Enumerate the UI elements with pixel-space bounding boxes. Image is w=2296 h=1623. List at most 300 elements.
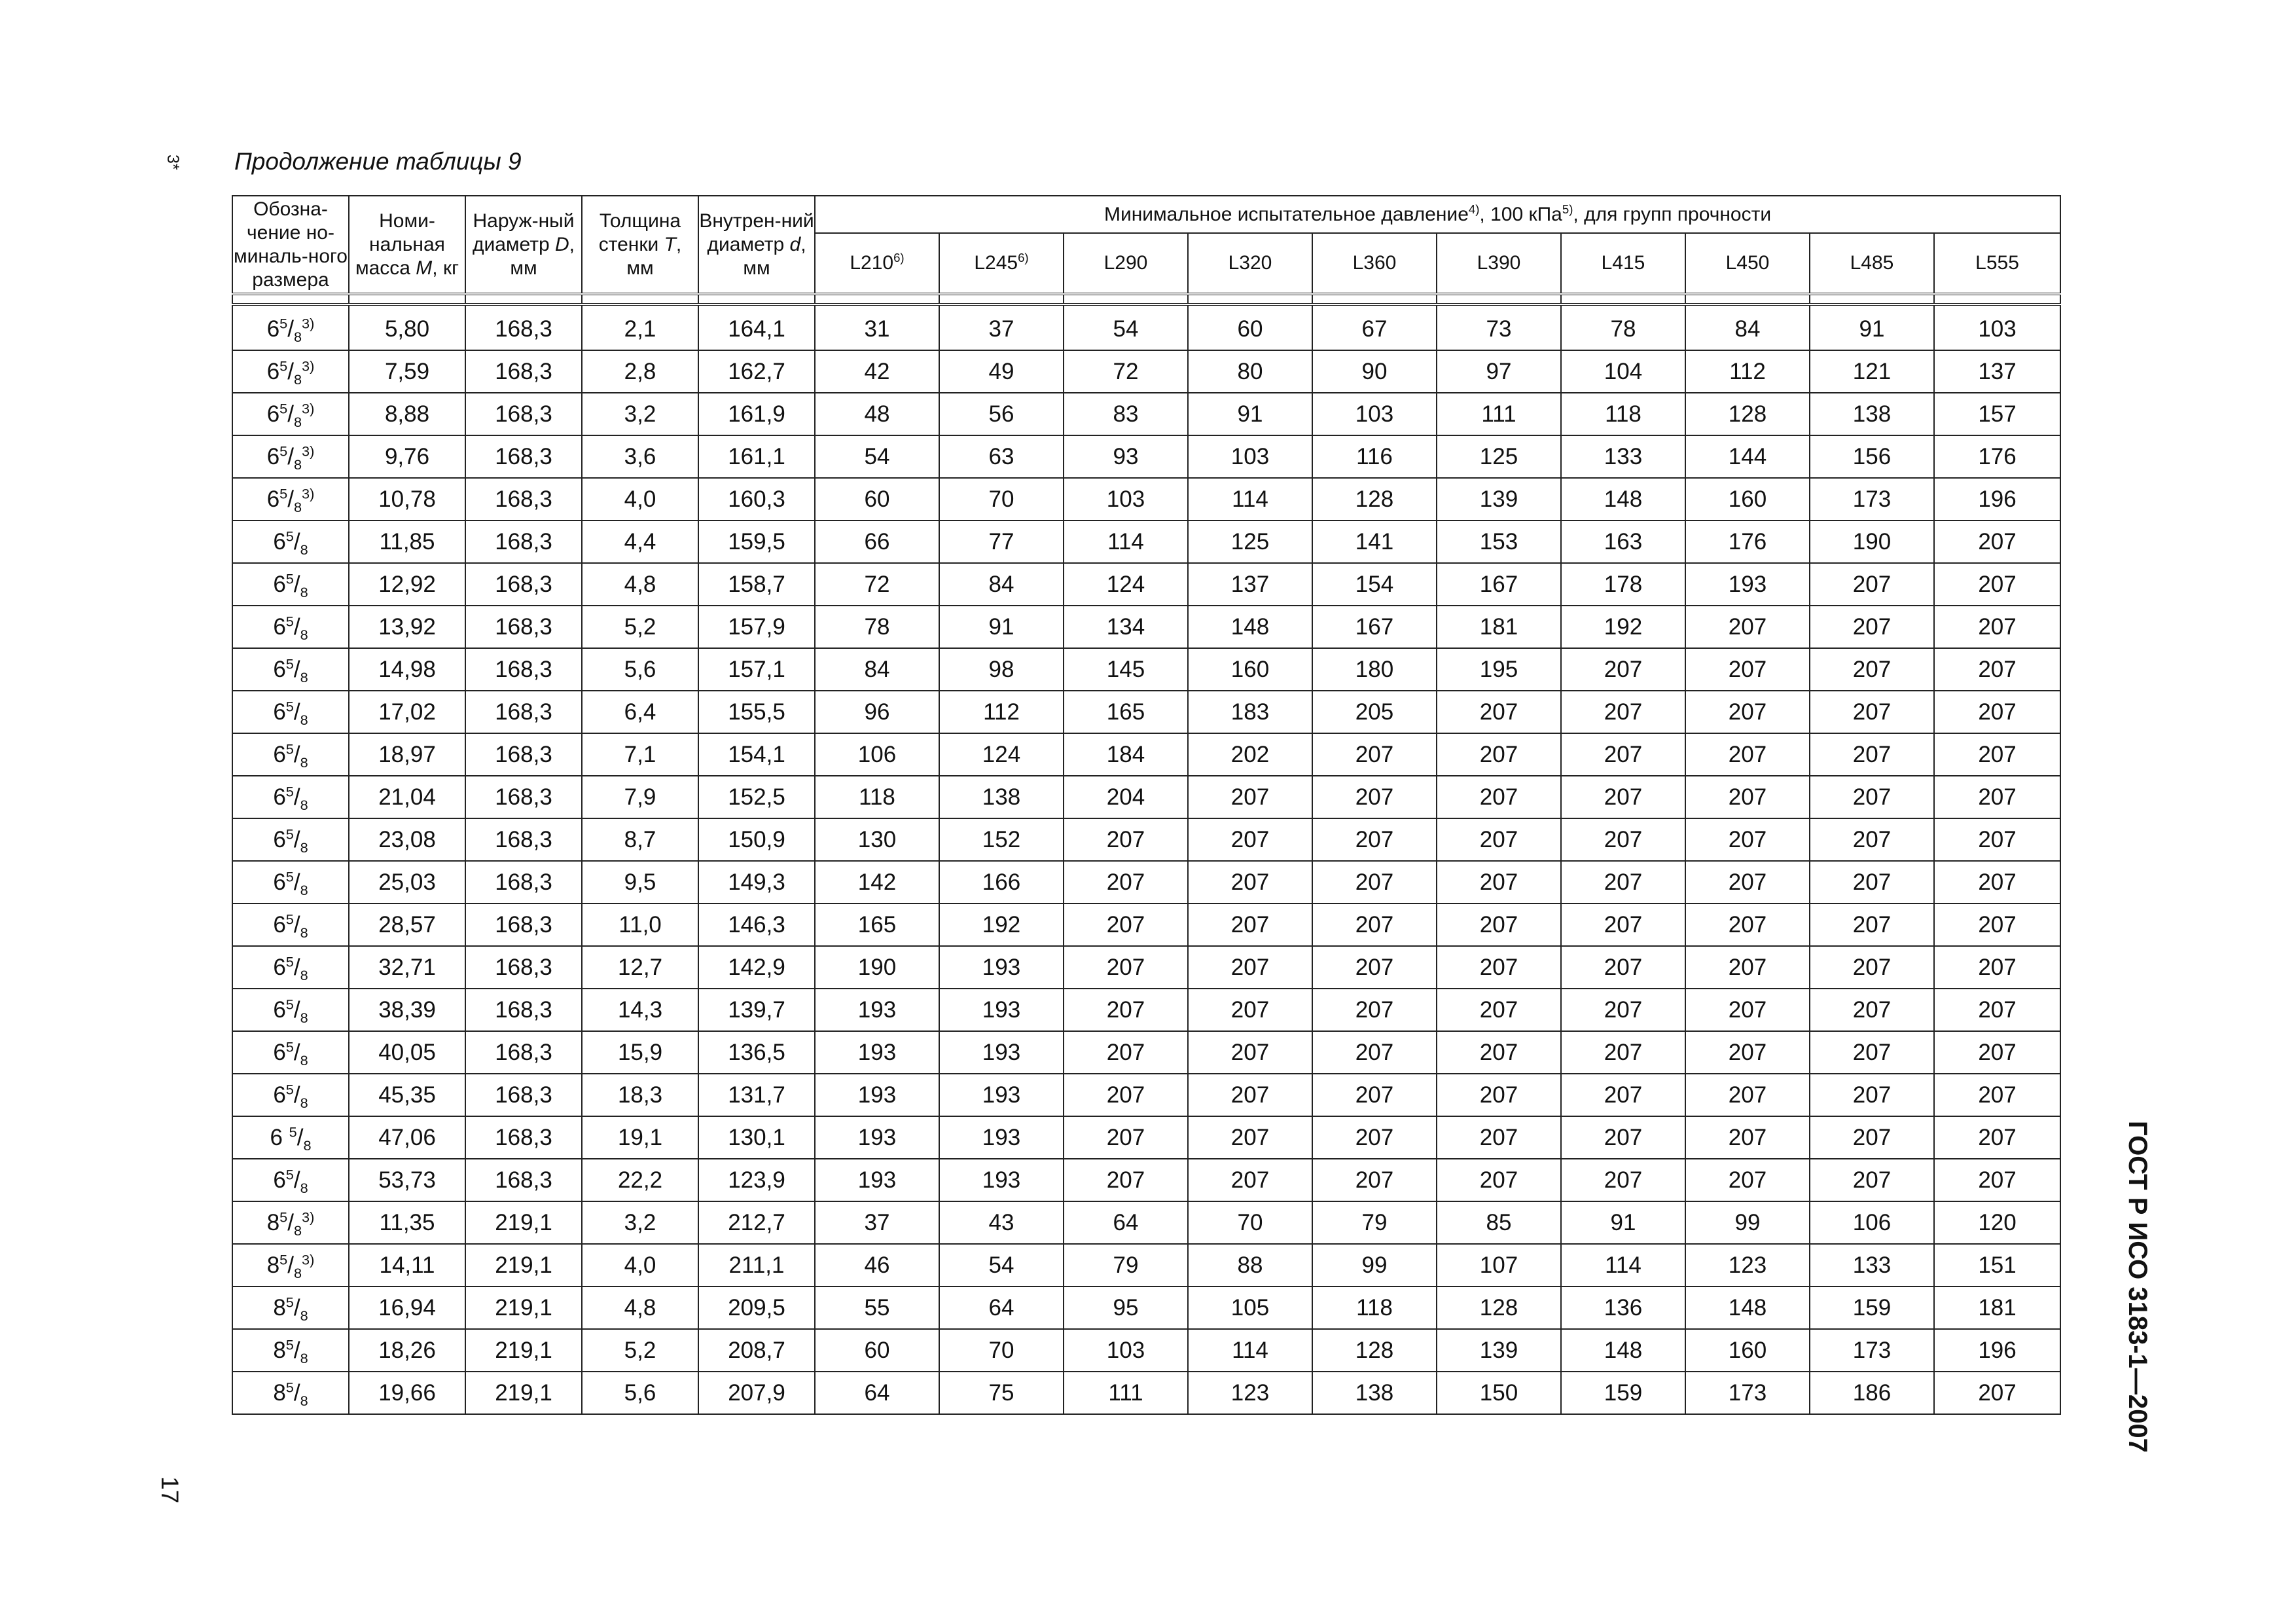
cell-pressure: 207: [1188, 776, 1312, 818]
cell-pressure: 88: [1188, 1244, 1312, 1286]
cell-pressure: 37: [939, 304, 1064, 350]
cell-pressure: 207: [1810, 733, 1934, 776]
cell-pressure: 207: [1437, 1031, 1561, 1074]
cell-pressure: 152: [939, 818, 1064, 861]
table-row: [232, 393, 2060, 435]
cell-pressure: 111: [1437, 393, 1561, 435]
cell-pressure: 207: [1685, 1074, 1810, 1116]
cell-pressure: 207: [1685, 691, 1810, 733]
table-row: [232, 478, 2060, 520]
cell-pressure: 49: [939, 350, 1064, 393]
cell-pressure: 207: [1810, 1031, 1934, 1074]
cell-pressure: 193: [939, 1074, 1064, 1116]
cell-pressure: 103: [1064, 1329, 1188, 1372]
cell-pressure: 207: [1561, 733, 1685, 776]
cell-wall: 5,2: [582, 1329, 698, 1372]
header-grade: L415: [1561, 233, 1685, 294]
cell-mass: 28,57: [349, 903, 465, 946]
cell-pressure: 176: [1685, 520, 1810, 563]
header-designation: Обозна-чение но-миналь-ного размера: [232, 196, 349, 294]
cell-pressure: 125: [1188, 520, 1312, 563]
cell-inner-diameter: 159,5: [698, 520, 815, 563]
table-row: [232, 1074, 2060, 1116]
cell-pressure: 90: [1312, 350, 1437, 393]
cell-pressure: 106: [815, 733, 939, 776]
cell-pressure: 207: [1188, 1031, 1312, 1074]
cell-pressure: 207: [1437, 1159, 1561, 1201]
cell-pressure: 193: [939, 1031, 1064, 1074]
cell-outer-diameter: 168,3: [465, 1031, 582, 1074]
header-min-test-pressure: Минимальное испытательное давление$^{4)}$, 100 кПа$^{5)}$, для групп прочности: [815, 196, 2060, 233]
cell-pressure: 207: [1188, 1159, 1312, 1201]
cell-pressure: 207: [1934, 520, 2060, 563]
cell-wall: 2,1: [582, 304, 698, 350]
cell-mass: 7,59: [349, 350, 465, 393]
cell-pressure: 106: [1810, 1201, 1934, 1244]
cell-inner-diameter: 123,9: [698, 1159, 815, 1201]
cell-pressure: 196: [1934, 478, 2060, 520]
cell-outer-diameter: 168,3: [465, 606, 582, 648]
cell-mass: 14,11: [349, 1244, 465, 1286]
table-row: [232, 1031, 2060, 1074]
cell-mass: 14,98: [349, 648, 465, 691]
cell-pressure: 154: [1312, 563, 1437, 606]
cell-pressure: 207: [1810, 776, 1934, 818]
cell-wall: 4,4: [582, 520, 698, 563]
cell-pressure: 118: [815, 776, 939, 818]
cell-pressure: 207: [1934, 606, 2060, 648]
cell-pressure: 207: [1561, 1031, 1685, 1074]
cell-pressure: 148: [1685, 1286, 1810, 1329]
header-grade: L290: [1064, 233, 1188, 294]
cell-pressure: 46: [815, 1244, 939, 1286]
cell-pressure: 97: [1437, 350, 1561, 393]
cell-pressure: 165: [815, 903, 939, 946]
cell-wall: 12,7: [582, 946, 698, 989]
cell-wall: 22,2: [582, 1159, 698, 1201]
cell-pressure: 56: [939, 393, 1064, 435]
cell-pressure: 207: [1188, 946, 1312, 989]
cell-wall: 9,5: [582, 861, 698, 903]
cell-pressure: 207: [1188, 903, 1312, 946]
table-row: [232, 1372, 2060, 1414]
cell-pressure: 84: [939, 563, 1064, 606]
cell-pressure: 207: [1810, 563, 1934, 606]
cell-pressure: 207: [1810, 691, 1934, 733]
cell-mass: 10,78: [349, 478, 465, 520]
cell-pressure: 178: [1561, 563, 1685, 606]
cell-inner-diameter: 155,5: [698, 691, 815, 733]
cell-pressure: 193: [815, 989, 939, 1031]
cell-pressure: 207: [1561, 691, 1685, 733]
cell-pressure: 91: [1188, 393, 1312, 435]
header-grade: L245$^{6)}$: [939, 233, 1064, 294]
cell-pressure: 207: [1685, 606, 1810, 648]
cell-wall: 19,1: [582, 1116, 698, 1159]
cell-mass: 16,94: [349, 1286, 465, 1329]
cell-wall: 14,3: [582, 989, 698, 1031]
cell-pressure: 67: [1312, 304, 1437, 350]
cell-pressure: 207: [1188, 861, 1312, 903]
cell-pressure: 116: [1312, 435, 1437, 478]
cell-outer-diameter: 168,3: [465, 350, 582, 393]
cell-mass: 11,85: [349, 520, 465, 563]
cell-pressure: 207: [1810, 946, 1934, 989]
table-row: [232, 861, 2060, 903]
cell-pressure: 207: [1685, 903, 1810, 946]
cell-pressure: 186: [1810, 1372, 1934, 1414]
cell-pressure: 166: [939, 861, 1064, 903]
cell-pressure: 78: [1561, 304, 1685, 350]
cell-pressure: 207: [1064, 903, 1188, 946]
cell-pressure: 54: [939, 1244, 1064, 1286]
cell-pressure: 91: [1561, 1201, 1685, 1244]
cell-inner-diameter: 139,7: [698, 989, 815, 1031]
cell-pressure: 207: [1561, 903, 1685, 946]
cell-pressure: 167: [1312, 606, 1437, 648]
cell-pressure: 111: [1064, 1372, 1188, 1414]
table-row: [232, 946, 2060, 989]
cell-mass: 18,26: [349, 1329, 465, 1372]
cell-pressure: 137: [1934, 350, 2060, 393]
cell-pressure: 125: [1437, 435, 1561, 478]
header-grade: L360: [1312, 233, 1437, 294]
cell-pressure: 54: [815, 435, 939, 478]
continuation-title: Продолжение таблицы 9: [234, 148, 522, 175]
cell-pressure: 148: [1188, 606, 1312, 648]
cell-outer-diameter: 168,3: [465, 435, 582, 478]
cell-pressure: 160: [1188, 648, 1312, 691]
cell-mass: 21,04: [349, 776, 465, 818]
cell-pressure: 207: [1312, 1031, 1437, 1074]
cell-inner-diameter: 211,1: [698, 1244, 815, 1286]
header-separator: [232, 294, 2060, 304]
cell-inner-diameter: 212,7: [698, 1201, 815, 1244]
cell-outer-diameter: 168,3: [465, 563, 582, 606]
cell-mass: 23,08: [349, 818, 465, 861]
cell-pressure: 207: [1810, 1074, 1934, 1116]
cell-pressure: 207: [1934, 691, 2060, 733]
cell-mass: 9,76: [349, 435, 465, 478]
cell-pressure: 151: [1934, 1244, 2060, 1286]
cell-pressure: 207: [1312, 989, 1437, 1031]
cell-wall: 11,0: [582, 903, 698, 946]
cell-pressure: 207: [1934, 903, 2060, 946]
cell-pressure: 190: [815, 946, 939, 989]
cell-designation: $6^5/_8$: [232, 989, 349, 1031]
cell-pressure: 207: [1810, 861, 1934, 903]
footnote-ref: 6): [893, 251, 905, 264]
header-wall-thickness: Толщина стенки T, мм: [582, 196, 698, 294]
cell-designation: $6^5/_8^{3)}$: [232, 435, 349, 478]
cell-pressure: 112: [1685, 350, 1810, 393]
cell-outer-diameter: 168,3: [465, 478, 582, 520]
cell-pressure: 207: [1934, 861, 2060, 903]
cell-pressure: 75: [939, 1372, 1064, 1414]
cell-pressure: 196: [1934, 1329, 2060, 1372]
cell-pressure: 121: [1810, 350, 1934, 393]
cell-pressure: 207: [1437, 903, 1561, 946]
cell-outer-diameter: 219,1: [465, 1372, 582, 1414]
cell-pressure: 207: [1312, 776, 1437, 818]
cell-inner-diameter: 149,3: [698, 861, 815, 903]
cell-pressure: 207: [1810, 1159, 1934, 1201]
cell-pressure: 156: [1810, 435, 1934, 478]
cell-pressure: 118: [1561, 393, 1685, 435]
cell-pressure: 207: [1934, 648, 2060, 691]
cell-pressure: 103: [1188, 435, 1312, 478]
cell-wall: 18,3: [582, 1074, 698, 1116]
cell-designation: $8^5/_8^{3)}$: [232, 1244, 349, 1286]
cell-pressure: 95: [1064, 1286, 1188, 1329]
cell-pressure: 207: [1561, 776, 1685, 818]
table-row: [232, 435, 2060, 478]
cell-pressure: 105: [1188, 1286, 1312, 1329]
cell-pressure: 91: [939, 606, 1064, 648]
cell-pressure: 184: [1064, 733, 1188, 776]
cell-mass: 13,92: [349, 606, 465, 648]
cell-pressure: 123: [1188, 1372, 1312, 1414]
cell-pressure: 167: [1437, 563, 1561, 606]
cell-pressure: 207: [1934, 733, 2060, 776]
cell-pressure: 85: [1437, 1201, 1561, 1244]
cell-pressure: 207: [1934, 818, 2060, 861]
cell-pressure: 43: [939, 1201, 1064, 1244]
header-inner-diameter: Внутрен-ний диаметр d, мм: [698, 196, 815, 294]
cell-pressure: 193: [939, 1159, 1064, 1201]
cell-outer-diameter: 168,3: [465, 989, 582, 1031]
cell-pressure: 193: [939, 1116, 1064, 1159]
cell-outer-diameter: 168,3: [465, 1074, 582, 1116]
cell-designation: $8^5/_8^{3)}$: [232, 1201, 349, 1244]
cell-outer-diameter: 168,3: [465, 1159, 582, 1201]
cell-pressure: 133: [1810, 1244, 1934, 1286]
cell-pressure: 142: [815, 861, 939, 903]
cell-pressure: 207: [1810, 818, 1934, 861]
header-grade: L210$^{6)}$: [815, 233, 939, 294]
cell-pressure: 207: [1064, 989, 1188, 1031]
cell-pressure: 193: [815, 1074, 939, 1116]
cell-outer-diameter: 168,3: [465, 691, 582, 733]
cell-pressure: 78: [815, 606, 939, 648]
cell-pressure: 128: [1312, 1329, 1437, 1372]
cell-pressure: 207: [1437, 861, 1561, 903]
cell-pressure: 112: [939, 691, 1064, 733]
cell-designation: $6^5/_8$: [232, 520, 349, 563]
cell-mass: 53,73: [349, 1159, 465, 1201]
cell-pressure: 37: [815, 1201, 939, 1244]
cell-pressure: 207: [1561, 861, 1685, 903]
cell-pressure: 145: [1064, 648, 1188, 691]
cell-designation: $6^5/_8$: [232, 903, 349, 946]
cell-pressure: 193: [939, 989, 1064, 1031]
cell-inner-diameter: 161,9: [698, 393, 815, 435]
cell-wall: 8,7: [582, 818, 698, 861]
cell-pressure: 207: [1685, 1116, 1810, 1159]
cell-pressure: 103: [1064, 478, 1188, 520]
cell-pressure: 103: [1312, 393, 1437, 435]
cell-designation: $6^5/_8$: [232, 563, 349, 606]
pressure-table: [232, 195, 2061, 1415]
cell-mass: 11,35: [349, 1201, 465, 1244]
cell-pressure: 153: [1437, 520, 1561, 563]
cell-pressure: 207: [1064, 1159, 1188, 1201]
cell-pressure: 207: [1561, 1116, 1685, 1159]
table-row: [232, 606, 2060, 648]
cell-pressure: 207: [1934, 776, 2060, 818]
table-row: [232, 1244, 2060, 1286]
cell-pressure: 207: [1685, 989, 1810, 1031]
cell-pressure: 124: [939, 733, 1064, 776]
cell-wall: 15,9: [582, 1031, 698, 1074]
cell-designation: 6 $^5/_8$: [232, 1116, 349, 1159]
cell-designation: $6^5/_8$: [232, 818, 349, 861]
cell-pressure: 160: [1685, 1329, 1810, 1372]
cell-pressure: 207: [1810, 648, 1934, 691]
cell-outer-diameter: 168,3: [465, 520, 582, 563]
cell-pressure: 207: [1561, 1159, 1685, 1201]
cell-pressure: 133: [1561, 435, 1685, 478]
cell-pressure: 93: [1064, 435, 1188, 478]
table-row: [232, 563, 2060, 606]
cell-pressure: 207: [1437, 1116, 1561, 1159]
cell-outer-diameter: 168,3: [465, 946, 582, 989]
cell-designation: $6^5/_8^{3)}$: [232, 304, 349, 350]
cell-inner-diameter: 161,1: [698, 435, 815, 478]
cell-inner-diameter: 160,3: [698, 478, 815, 520]
cell-wall: 7,9: [582, 776, 698, 818]
cell-pressure: 138: [1810, 393, 1934, 435]
cell-pressure: 207: [1312, 861, 1437, 903]
cell-pressure: 207: [1312, 1159, 1437, 1201]
cell-pressure: 160: [1685, 478, 1810, 520]
cell-inner-diameter: 208,7: [698, 1329, 815, 1372]
cell-mass: 18,97: [349, 733, 465, 776]
cell-pressure: 148: [1561, 478, 1685, 520]
cell-inner-diameter: 150,9: [698, 818, 815, 861]
cell-pressure: 192: [939, 903, 1064, 946]
cell-inner-diameter: 209,5: [698, 1286, 815, 1329]
cell-pressure: 207: [1064, 1031, 1188, 1074]
cell-designation: $6^5/_8$: [232, 776, 349, 818]
cell-mass: 25,03: [349, 861, 465, 903]
cell-inner-diameter: 142,9: [698, 946, 815, 989]
cell-inner-diameter: 207,9: [698, 1372, 815, 1414]
cell-pressure: 130: [815, 818, 939, 861]
cell-pressure: 207: [1312, 1116, 1437, 1159]
table-row: [232, 1116, 2060, 1159]
cell-pressure: 83: [1064, 393, 1188, 435]
footnote-ref: 3): [302, 1208, 315, 1225]
cell-inner-diameter: 158,7: [698, 563, 815, 606]
cell-wall: 6,4: [582, 691, 698, 733]
cell-wall: 3,6: [582, 435, 698, 478]
cell-designation: $6^5/_8$: [232, 648, 349, 691]
cell-pressure: 144: [1685, 435, 1810, 478]
cell-pressure: 138: [1312, 1372, 1437, 1414]
table-row: [232, 1286, 2060, 1329]
cell-outer-diameter: 168,3: [465, 393, 582, 435]
cell-designation: $6^5/_8^{3)}$: [232, 393, 349, 435]
header-grade: L450: [1685, 233, 1810, 294]
cell-pressure: 207: [1810, 606, 1934, 648]
cell-pressure: 96: [815, 691, 939, 733]
table-row: [232, 691, 2060, 733]
cell-outer-diameter: 168,3: [465, 304, 582, 350]
cell-pressure: 157: [1934, 393, 2060, 435]
cell-pressure: 79: [1312, 1201, 1437, 1244]
cell-wall: 4,8: [582, 1286, 698, 1329]
cell-pressure: 136: [1561, 1286, 1685, 1329]
cell-pressure: 193: [939, 946, 1064, 989]
cell-pressure: 207: [1685, 861, 1810, 903]
cell-inner-diameter: 157,9: [698, 606, 815, 648]
cell-designation: $6^5/_8^{3)}$: [232, 478, 349, 520]
header-grade: L320: [1188, 233, 1312, 294]
cell-pressure: 207: [1312, 1074, 1437, 1116]
cell-pressure: 207: [1810, 903, 1934, 946]
cell-inner-diameter: 164,1: [698, 304, 815, 350]
table-row: [232, 1329, 2060, 1372]
footnote-ref: 3): [302, 1250, 315, 1267]
cell-pressure: 207: [1561, 989, 1685, 1031]
cell-pressure: 192: [1561, 606, 1685, 648]
cell-pressure: 207: [1685, 733, 1810, 776]
cell-pressure: 63: [939, 435, 1064, 478]
cell-pressure: 207: [1188, 989, 1312, 1031]
cell-pressure: 128: [1685, 393, 1810, 435]
cell-pressure: 207: [1934, 946, 2060, 989]
cell-pressure: 173: [1810, 478, 1934, 520]
cell-pressure: 70: [939, 478, 1064, 520]
cell-pressure: 55: [815, 1286, 939, 1329]
table-row: [232, 520, 2060, 563]
cell-pressure: 207: [1437, 989, 1561, 1031]
cell-pressure: 204: [1064, 776, 1188, 818]
cell-mass: 17,02: [349, 691, 465, 733]
cell-pressure: 31: [815, 304, 939, 350]
cell-pressure: 139: [1437, 478, 1561, 520]
cell-pressure: 173: [1810, 1329, 1934, 1372]
cell-outer-diameter: 168,3: [465, 733, 582, 776]
cell-pressure: 207: [1064, 861, 1188, 903]
cell-inner-diameter: 136,5: [698, 1031, 815, 1074]
cell-wall: 2,8: [582, 350, 698, 393]
cell-designation: $6^5/_8$: [232, 691, 349, 733]
cell-inner-diameter: 154,1: [698, 733, 815, 776]
table-row: [232, 733, 2060, 776]
cell-pressure: 91: [1810, 304, 1934, 350]
cell-pressure: 42: [815, 350, 939, 393]
cell-inner-diameter: 152,5: [698, 776, 815, 818]
cell-pressure: 207: [1685, 946, 1810, 989]
cell-designation: $8^5/_8$: [232, 1372, 349, 1414]
cell-pressure: 207: [1934, 989, 2060, 1031]
cell-pressure: 163: [1561, 520, 1685, 563]
cell-pressure: 195: [1437, 648, 1561, 691]
cell-pressure: 70: [1188, 1201, 1312, 1244]
cell-pressure: 207: [1437, 776, 1561, 818]
cell-pressure: 183: [1188, 691, 1312, 733]
cell-wall: 5,6: [582, 1372, 698, 1414]
cell-pressure: 48: [815, 393, 939, 435]
cell-wall: 3,2: [582, 1201, 698, 1244]
cell-pressure: 72: [815, 563, 939, 606]
cell-pressure: 207: [1561, 946, 1685, 989]
cell-wall: 4,8: [582, 563, 698, 606]
cell-pressure: 118: [1312, 1286, 1437, 1329]
cell-pressure: 104: [1561, 350, 1685, 393]
